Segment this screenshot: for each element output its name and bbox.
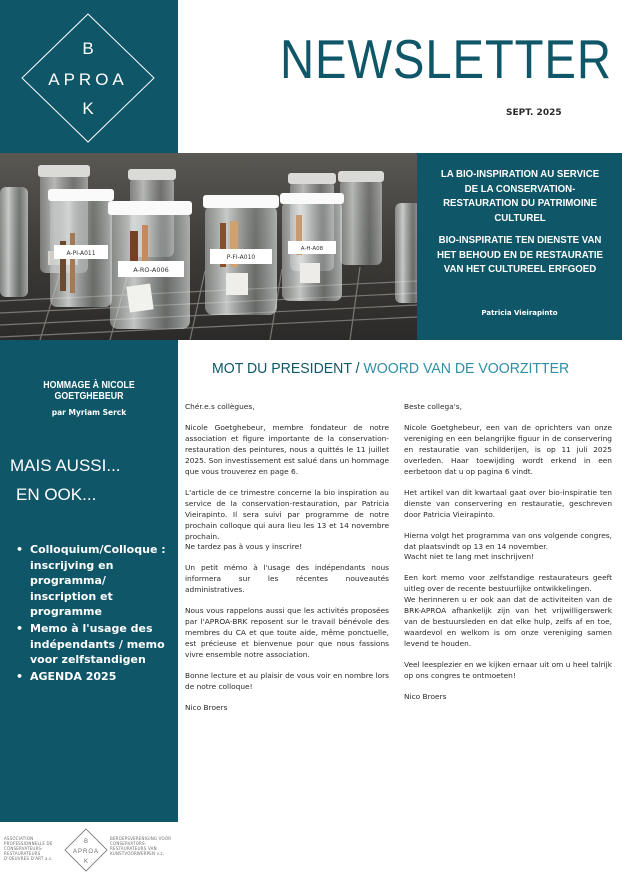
president-heading-nl: WOORD VAN DE VOORZITTER	[363, 360, 570, 377]
signature: Nico Broers	[185, 702, 228, 712]
paragraph: Chér.e.s collègues,	[185, 402, 255, 411]
footer-association-nl: BEROEPSVERENIGING VOOR CONSERVATORS-RESTAURATEURS VAN KUNSTVOORWERPEN v.z.	[110, 836, 172, 856]
paragraph: Het artikel van dit kwartaal gaat over bio-inspiratie ten dienste van conservering en restauratie, geschreven door Patricia Vieirapinto.	[404, 487, 612, 519]
bullet-icon: •	[16, 622, 24, 636]
also-heading-fr: MAIS AUSSI...	[10, 456, 121, 475]
feature-author: Patricia Vieirapinto	[481, 309, 558, 317]
paragraph: We herinneren u er ook aan dat de activiteiten van de BRK-APROA afhankelijk zijn van het vrijwilligerswerk van de bestuursleden en dat elke hulp, zelfs af en toe, waardevol en welkom is om onze vereniging samen levend te houden.	[404, 595, 612, 649]
paragraph: Een kort memo voor zelfstandige restaurateurs geeft uitleg over de recente bestuurlijke ontwikkelingen.	[404, 573, 612, 594]
footer-logo	[64, 828, 108, 872]
logo-letter-top: B	[82, 39, 94, 58]
list-item	[16, 621, 172, 668]
president-heading-fr: MOT DU PRESIDENT /	[212, 360, 360, 377]
paragraph: Beste collega's,	[404, 402, 462, 411]
footer-logo-top: B	[83, 839, 89, 845]
jar-label-4: A-H-A08	[300, 246, 324, 252]
jars-illustration	[0, 153, 417, 340]
paragraph: Bonne lecture et au plaisir de vous voir en nombre lors de notre colloque!	[185, 671, 389, 692]
contents-list	[16, 542, 172, 685]
paragraph: Wacht niet te lang met inschrijven!	[404, 552, 535, 562]
bullet-icon: •	[16, 543, 24, 556]
issue-date: SEPT. 2025	[506, 108, 562, 118]
hommage-author: par Myriam Serck	[51, 408, 127, 417]
jar-label-1: A-PI-A011	[66, 250, 96, 257]
paragraph: Hierna volgt het programma van ons volgende congres, dat plaatsvindt op 13 en 14 november.	[404, 530, 612, 551]
feature-title-fr: LA BIO-INSPIRATION AU SERVICE DE LA CONSERVATION-RESTAURATION DU PATRIMOINE CULTUREL	[440, 168, 600, 225]
logo-panel	[0, 0, 178, 153]
newsletter-title: NEWSLETTER	[280, 28, 612, 90]
jar-label-3: P-FI-A010	[226, 254, 256, 261]
president-text-nl	[404, 402, 612, 713]
jar-label-2: A-RO-A006	[133, 266, 169, 274]
logo-letter-bottom: K	[82, 99, 94, 118]
bullet-icon: •	[16, 669, 24, 683]
feature-photo	[0, 153, 417, 340]
president-heading	[212, 360, 569, 377]
feature-title-nl: BIO-INSPIRATIE TEN DIENSTE VAN HET BEHOUD EN DE RESTAURATIE VAN HET CULTUREEL ERFGOED	[436, 234, 604, 276]
paragraph: Nous vous rappelons aussi que les activités proposées par l'APROA-BRK reposent sur le travail bénévole des membres du CA et que toute aide, même ponctuelle, est précieuse et bienvenue pour que nous fassions vivre ensemble notre association.	[185, 606, 389, 660]
aproa-brk-logo	[18, 10, 158, 146]
paragraph: Nicole Goetghebeur, membre fondateur de notre association et figure importante de la conservation-restauration des peintures, nous a quittés le 11 juillet 2025. Son investissement est salué dans un hommage que vous trouverez en page 6.	[185, 422, 389, 476]
president-text-fr	[185, 402, 389, 724]
signature: Nico Broers	[404, 692, 447, 702]
list-item-label: Colloquium/Colloque : inscrijving en programma/ inscription et programme	[30, 543, 166, 619]
sidebar	[0, 340, 178, 822]
footer-logo-bottom: K	[83, 859, 89, 865]
list-item	[16, 669, 172, 685]
paragraph: Veel leesplezier en we kijken ernaar uit om u heel talrijk op ons congres te ontmoeten!	[404, 660, 612, 681]
list-item	[16, 542, 172, 620]
logo-letters-mid: APROA	[48, 70, 128, 89]
footer-logo-mid: APROA	[72, 849, 100, 855]
feature-title-panel	[417, 153, 622, 340]
list-item-label: AGENDA 2025	[30, 669, 117, 683]
hommage-title: HOMMAGE À NICOLE GOETGHEBEUR	[43, 380, 135, 402]
paragraph: L'article de ce trimestre concerne la bio inspiration au service de la conservation-restauration, par Patricia Vieirapinto. Il sera suivi par programme de notre prochain colloque qui aura lieu les 13 et 14 novembre prochain.	[185, 487, 389, 541]
paragraph: Un petit mémo à l'usage des indépendants nous informera sur les récentes nouveautés administratives.	[185, 563, 389, 595]
list-item-label: Memo à l'usage des indépendants / memo voor zelfstandigen	[30, 622, 165, 667]
paragraph: Ne tardez pas à vous y inscrire!	[185, 542, 303, 552]
paragraph: Nicole Goetghebeur, een van de oprichters van onze vereniging en een belangrijke figuur in de conservering en restauratie van schilderijen, is op 11 juli 2025 overleden. Haar toewijding wordt erkend in een eerbetoon dat u op pagina 6 vindt.	[404, 422, 612, 476]
also-heading-nl: EN OOK...	[16, 485, 97, 504]
footer-strip	[0, 822, 178, 879]
footer-association-fr: ASSOCIATION PROFESSIONNELLE DE CONSERVATEURS-RESTAURATEURS D'OEUVRES D'ART a.s.	[4, 836, 53, 861]
